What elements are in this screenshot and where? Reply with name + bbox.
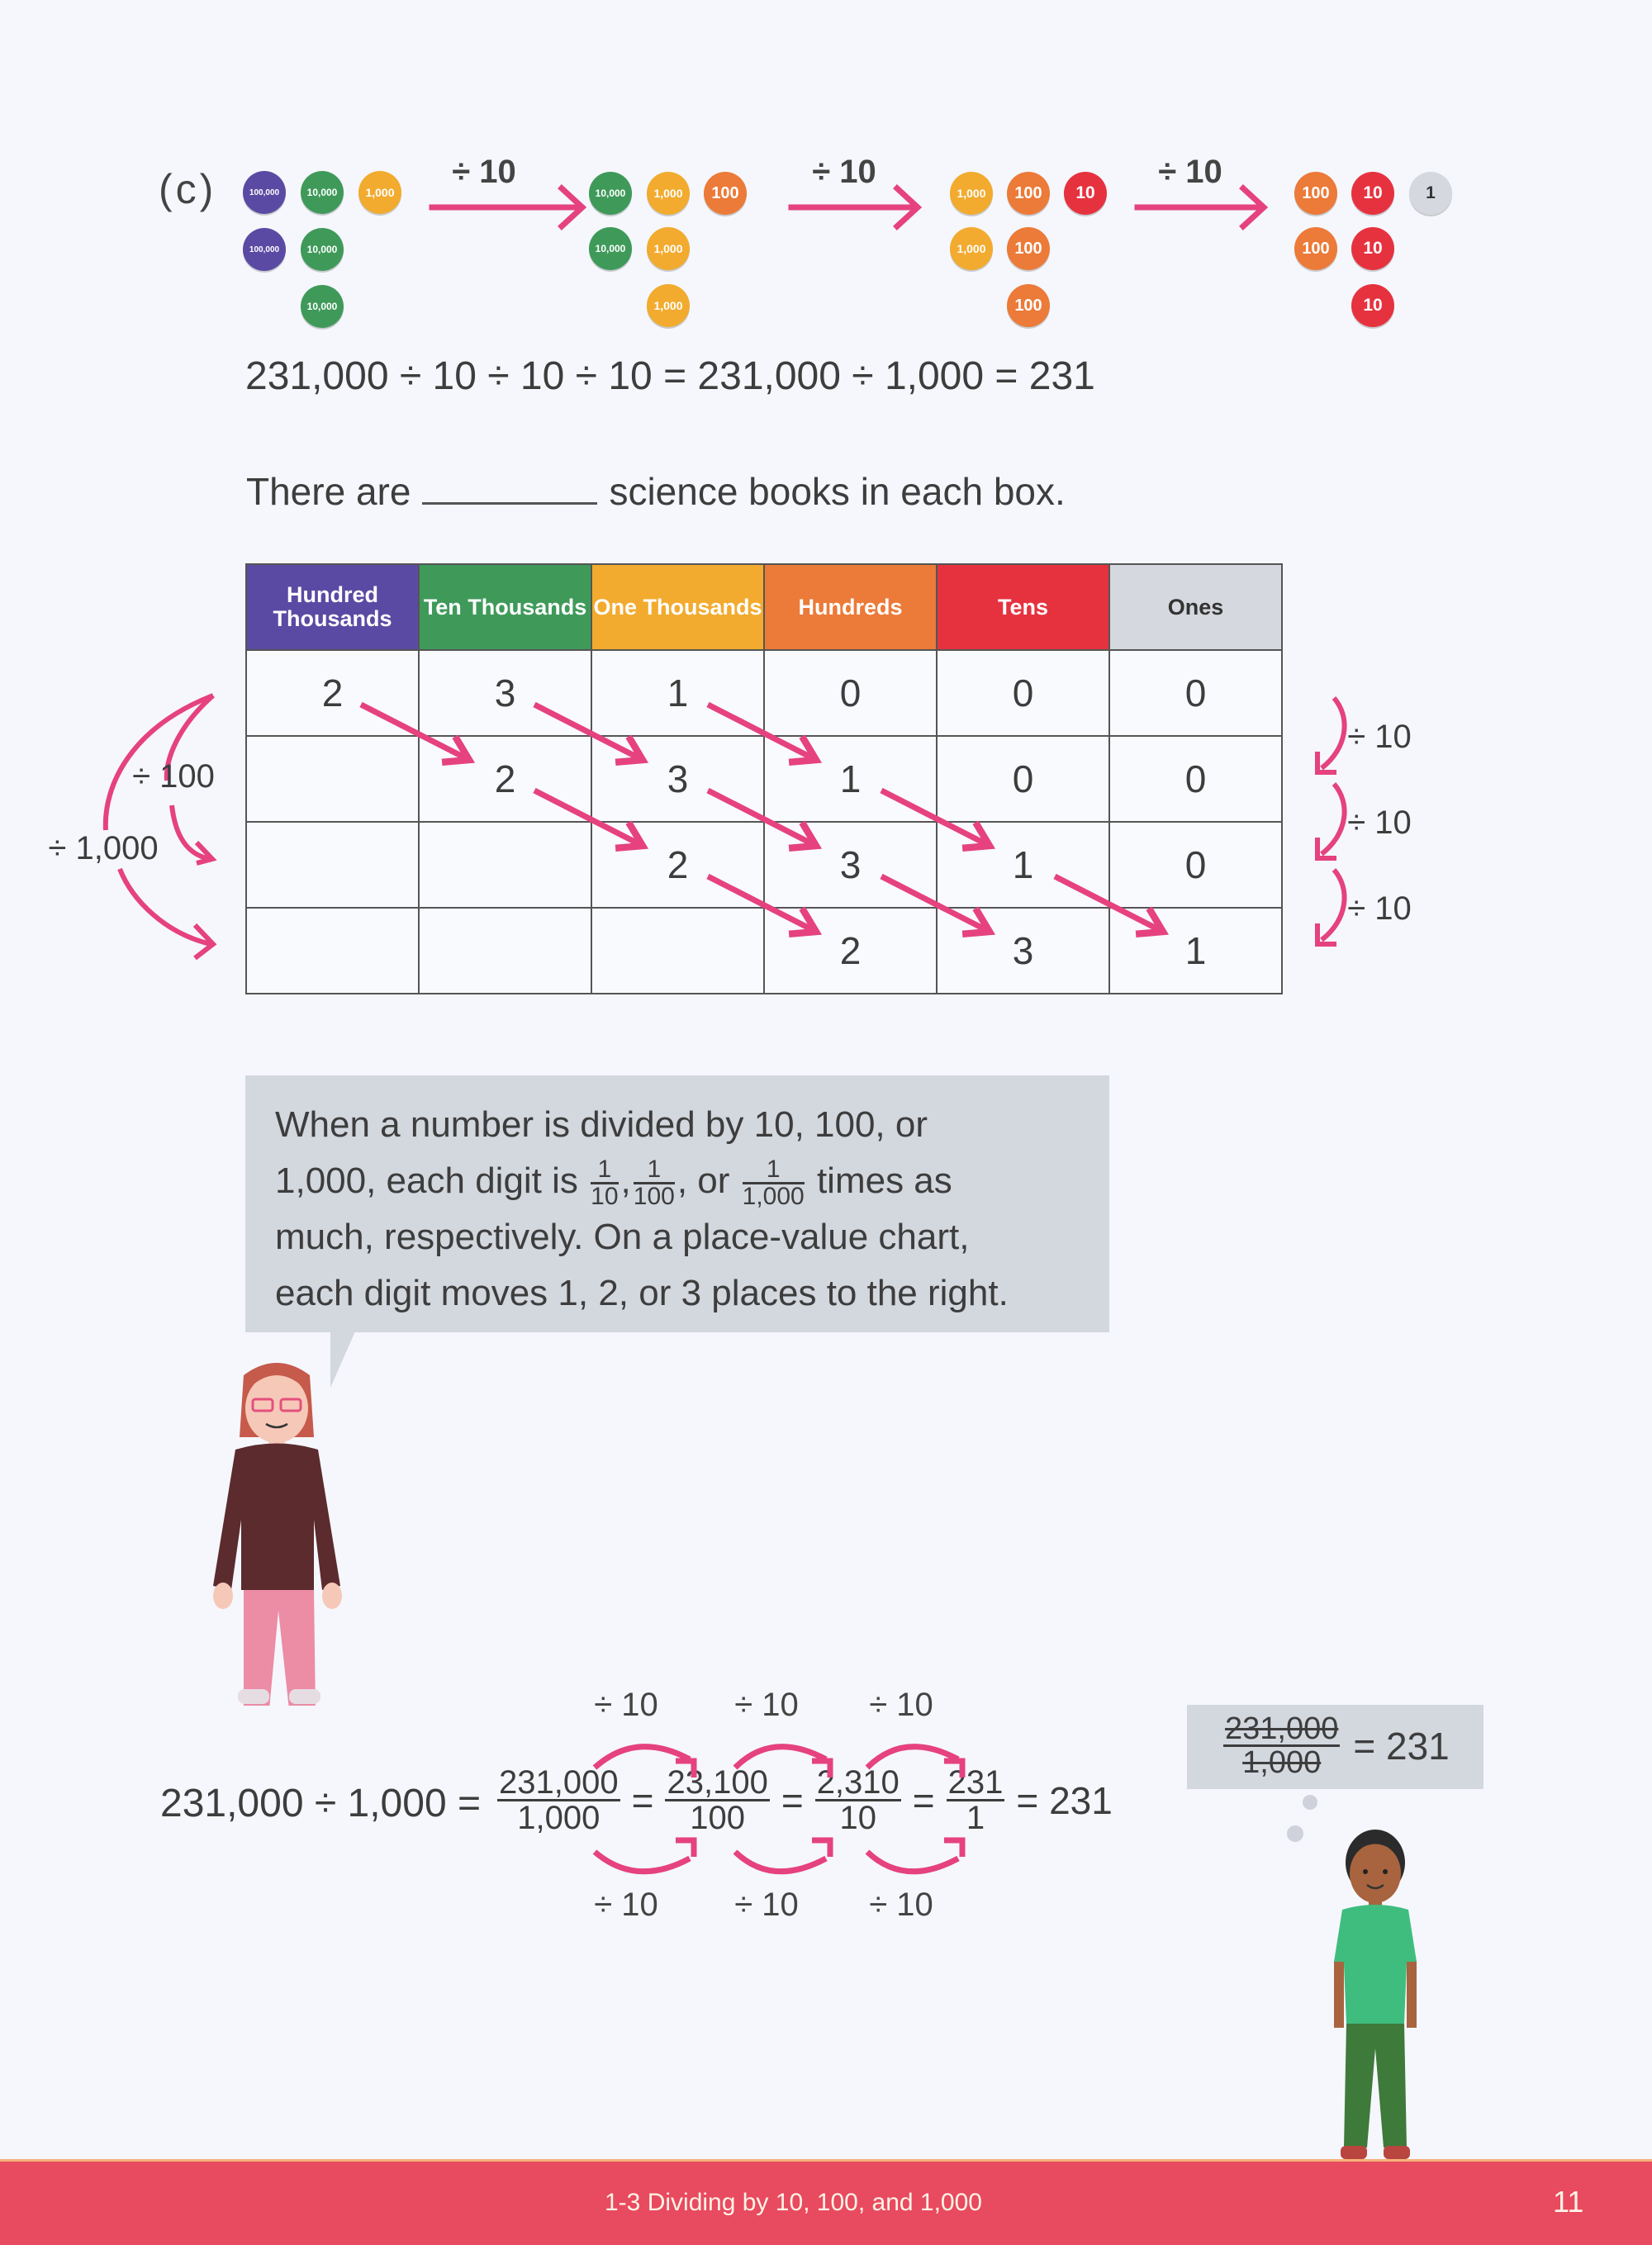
divide-label: ÷ 10 [452,154,516,190]
diagonal-arrow-icons [0,0,1652,1041]
header-hundred-thousands: Hundred Thousands [246,564,419,650]
divide-10-label: ÷ 10 [1347,804,1412,841]
counter-10000: 10,000 [301,171,344,214]
counter-1000: 1,000 [647,284,690,327]
table-cell: 1 [1109,908,1282,994]
table-cell: 1 [764,736,937,822]
counter-10: 10 [1351,284,1394,327]
lesson-title: 1-3 Dividing by 10, 100, and 1,000 [605,2189,982,2216]
equation-lhs: 231,000 ÷ 1,000 = [160,1782,482,1825]
info-line-3: much, respectively. On a place-value chart, [275,1217,970,1257]
counter-10000: 10,000 [589,172,632,215]
table-cell: 2 [246,650,419,736]
counter-1000: 1,000 [950,227,993,270]
counter-100: 100 [1294,172,1337,215]
equation-231000-divide: 231,000 ÷ 10 ÷ 10 ÷ 10 = 231,000 ÷ 1,000 = 231 [245,354,1095,398]
info-line-2-start: 1,000, each digit is [275,1160,578,1201]
counter-1000: 1,000 [647,172,690,215]
divide-10-label: ÷ 10 [734,1687,799,1723]
thought-dot [1303,1795,1317,1810]
counter-100: 100 [1007,227,1050,270]
thought-dot [1287,1825,1303,1842]
equation-result: = 231 [1016,1778,1113,1822]
counter-10000: 10,000 [589,227,632,270]
fraction: $\frac{23,100}{100}$ [667,1764,768,1836]
divide-10-label: ÷ 10 [869,1687,933,1723]
counter-100: 100 [1007,284,1050,327]
divide-10-label: ÷ 10 [734,1887,799,1923]
table-cell: 0 [1109,822,1282,908]
counter-100: 100 [1007,172,1050,215]
sentence-before: There are [246,470,411,513]
equals-sign: = [912,1778,935,1822]
divide-10-label: ÷ 10 [1347,890,1412,927]
cancelled-fraction: $\frac{231,000}{1,000}$ [1225,1711,1339,1780]
info-line-2: 1,000, each digit is $\frac{1}{10}$ , $\frac{1}{100}$ , or $\frac{1}{1,000}$ times as [275,1155,952,1210]
header-one-thousands: One Thousands [591,564,764,650]
counter-100: 100 [1294,227,1337,270]
counter-1: 1 [1409,172,1452,215]
fraction: $\frac{231}{1}$ [947,1764,1004,1836]
info-speech-bubble [245,1075,1109,1332]
table-cell: 3 [591,736,764,822]
sentence-after: science books in each box. [609,470,1066,513]
divide-10-label: ÷ 10 [594,1687,658,1723]
fraction: $\frac{231,000}{1,000}$ [499,1764,619,1836]
divide-1000-label: ÷ 1,000 [48,830,159,866]
table-cell: 3 [764,822,937,908]
header-ones: Ones [1109,564,1282,650]
info-line-4: each digit moves 1, 2, or 3 places to the right. [275,1273,1009,1313]
header-ten-thousands: Ten Thousands [419,564,591,650]
table-cell: 0 [937,736,1109,822]
curved-arrow-icons [0,1726,1074,1891]
counter-10000: 10,000 [301,228,344,271]
fraction-one-thousandth: $\frac{1}{1,000}$ [742,1155,805,1210]
table-cell: 0 [1109,650,1282,736]
divide-100-label: ÷ 100 [132,758,215,795]
info-line-2-end: times as [816,1160,952,1201]
part-label: (c) [159,166,217,212]
thought-bubble [1187,1705,1483,1789]
table-cell: 0 [937,650,1109,736]
info-text [275,1097,1009,1322]
divide-10-label: ÷ 10 [594,1887,658,1923]
table-cell: 0 [764,650,937,736]
equals-sign: = [781,1778,804,1822]
table-cell: 3 [937,908,1109,994]
divide-label: ÷ 10 [812,154,876,190]
info-line-1: When a number is divided by 10, 100, or [275,1104,928,1145]
table-cell: 0 [1109,736,1282,822]
boy-character-illustration [1317,1817,1433,2164]
girl-character-illustration [198,1355,355,1706]
table-cell: 1 [591,650,764,736]
counter-1000: 1,000 [358,171,401,214]
counter-1000: 1,000 [647,227,690,270]
table-cell: 2 [764,908,937,994]
counter-10: 10 [1351,172,1394,215]
fraction-one-tenth: $\frac{1}{10}$ [591,1155,619,1210]
bubble-result: = 231 [1353,1724,1450,1768]
divide-10-label: ÷ 10 [1347,719,1412,755]
counter-10: 10 [1064,172,1107,215]
page-footer [0,2159,1652,2245]
counter-100: 100 [704,172,747,215]
divide-10-label: ÷ 10 [869,1887,933,1923]
table-cell: 2 [419,736,591,822]
info-or: or [697,1160,730,1201]
fraction-one-hundredth: $\frac{1}{100}$ [633,1155,675,1210]
counter-1000: 1,000 [950,172,993,215]
fraction: $\frac{2,310}{10}$ [816,1764,900,1836]
equals-sign: = [631,1778,654,1822]
header-tens: Tens [937,564,1109,650]
counter-10000: 10,000 [301,285,344,328]
counter-100000: 100,000 [243,171,286,214]
table-cell: 1 [937,822,1109,908]
counter-10: 10 [1351,227,1394,270]
page-number: 11 [1553,2185,1584,2219]
table-cell: 3 [419,650,591,736]
table-cell: 2 [591,822,764,908]
divide-label: ÷ 10 [1158,154,1222,190]
header-hundreds: Hundreds [764,564,937,650]
counter-100000: 100,000 [243,228,286,271]
